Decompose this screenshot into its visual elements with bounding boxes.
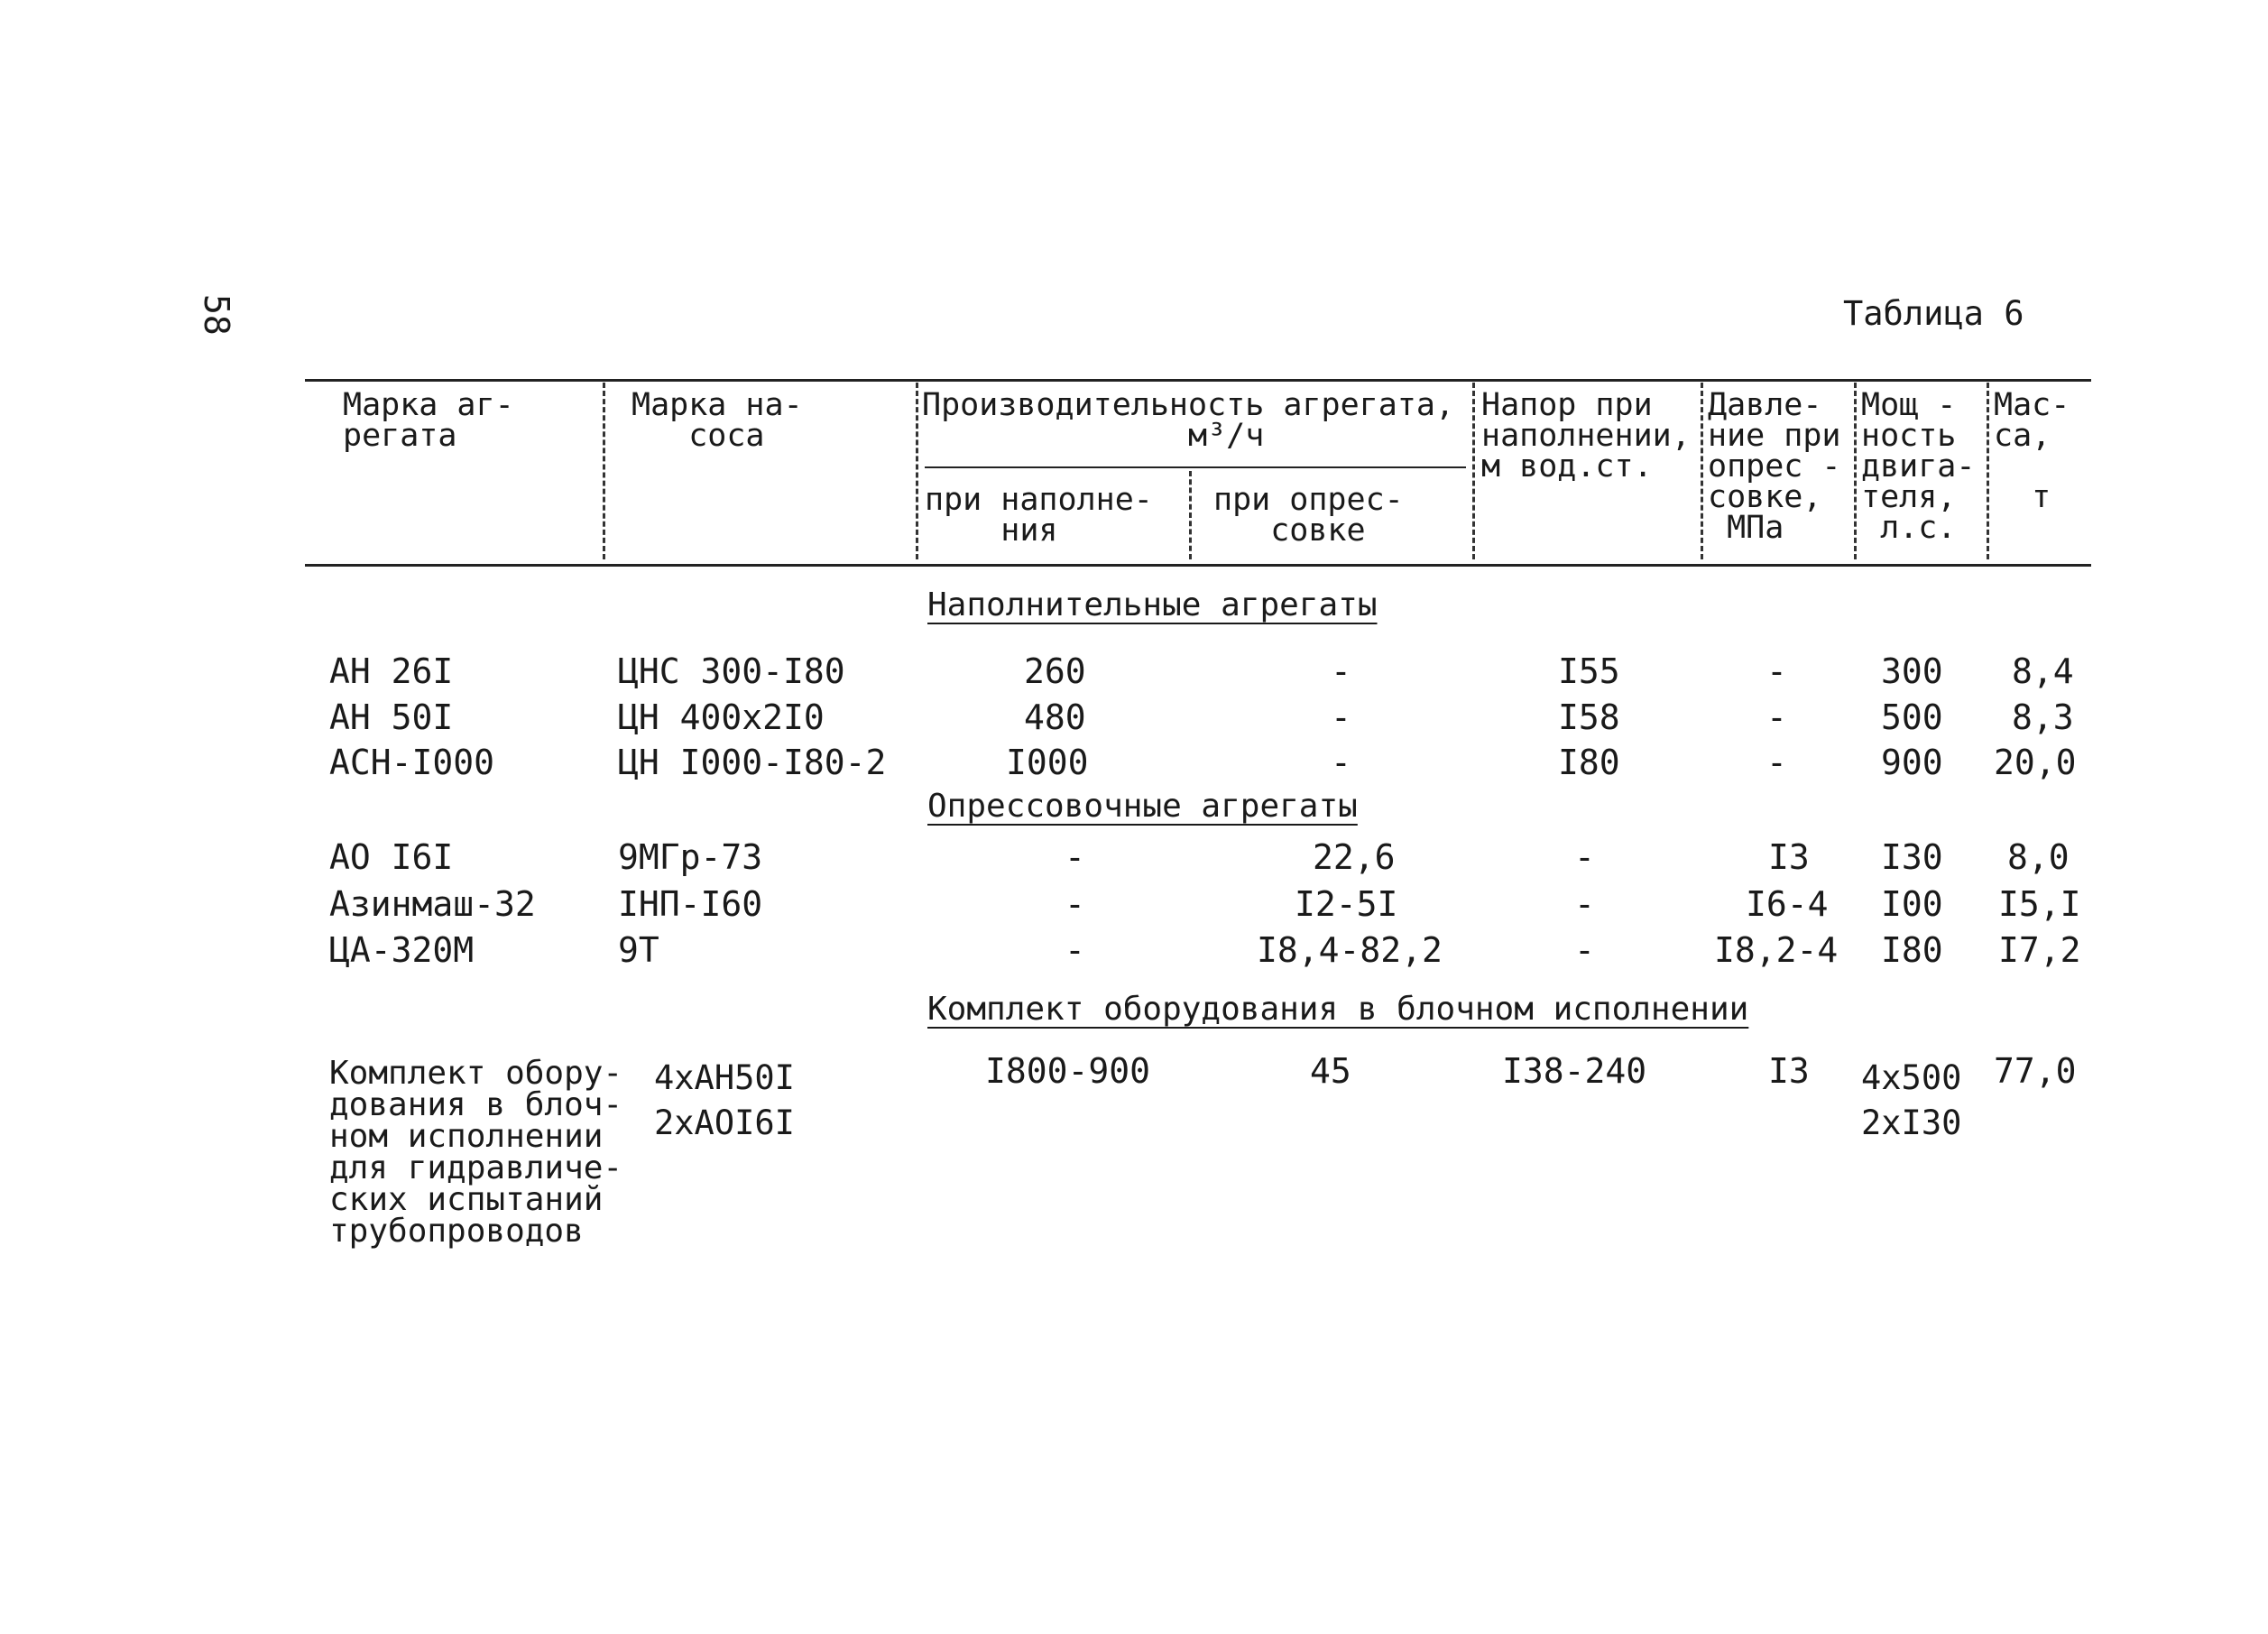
table-cell: 480 <box>1024 697 1086 737</box>
header-pump-brand: Марка на- соса <box>632 387 803 454</box>
col-divider-6 <box>1854 383 1857 559</box>
table-top-rule <box>305 379 2091 382</box>
table-cell: - <box>1574 884 1595 924</box>
table-cell: 20,0 <box>1994 743 2077 782</box>
table-cell: I7,2 <box>1998 930 2081 970</box>
table-cell: 900 <box>1881 743 1943 782</box>
header-head: Напор при наполнении, м вод.ст. <box>1481 387 1691 485</box>
table-cell: I00 <box>1881 884 1943 924</box>
section-title: Комплект оборудования в блочном исполнении <box>927 991 1749 1028</box>
table-cell: ЦН 400х2I0 <box>618 697 825 737</box>
header-capacity-fill: при наполне- ния <box>925 482 1153 549</box>
col-divider-5 <box>1701 383 1703 559</box>
table-cell: I3 <box>1768 1051 1810 1091</box>
table-cell: I58 <box>1558 697 1620 737</box>
table-cell: 4х500 2хI30 <box>1861 1058 1962 1142</box>
table-cell: 9Т <box>618 930 659 970</box>
table-cell: 77,0 <box>1994 1051 2077 1091</box>
header-capacity: Производительность агрегата, м³/ч <box>922 387 1455 454</box>
table-cell: Комплект обору- дования в блоч- ном исполнении для гидравличе- ских испытаний трубопроводов <box>329 1055 623 1250</box>
table-cell: I38-240 <box>1502 1051 1647 1091</box>
table-cell: 8,4 <box>2012 651 2074 691</box>
header-capacity-press: при опрес- совке <box>1213 482 1404 549</box>
table-cell: IНП-I60 <box>618 884 763 924</box>
col-divider-1 <box>603 383 605 559</box>
section-title: Опрессовочные агрегаты <box>927 788 1358 825</box>
table-cell: - <box>1766 697 1787 737</box>
table-cell: 8,0 <box>2007 837 2070 877</box>
table-cell: I80 <box>1881 930 1943 970</box>
table-cell: - <box>1331 697 1351 737</box>
header-bottom-rule <box>305 564 2091 567</box>
col-divider-2 <box>916 383 918 559</box>
table-cell: I800-900 <box>985 1051 1151 1091</box>
table-cell: I000 <box>1006 743 1089 782</box>
col-divider-7 <box>1987 383 1989 559</box>
table-cell: I30 <box>1881 837 1943 877</box>
col-divider-3 <box>1189 471 1192 559</box>
table-cell: - <box>1065 930 1085 970</box>
header-power: Мощ - ность двига- теля, л.с. <box>1861 387 1976 546</box>
table-cell: - <box>1065 837 1085 877</box>
table-cell: АН 50I <box>329 697 454 737</box>
table-cell: ЦНС 300-I80 <box>618 651 845 691</box>
table-cell: - <box>1766 743 1787 782</box>
table-cell: - <box>1065 884 1085 924</box>
table-cell: - <box>1574 837 1595 877</box>
header-pressure: Давле- ние при опрес - совке, МПа <box>1708 387 1841 546</box>
table-cell: I55 <box>1558 651 1620 691</box>
section-title: Наполнительные агрегаты <box>927 586 1378 623</box>
table-cell: ЦН I000-I80-2 <box>618 743 887 782</box>
capacity-subheader-rule <box>925 466 1466 468</box>
table-cell: I5,I <box>1998 884 2081 924</box>
col-divider-4 <box>1472 383 1475 559</box>
header-mass: Мас- са, т <box>1994 387 2070 515</box>
table-cell: 22,6 <box>1313 837 1396 877</box>
table-cell: I80 <box>1558 743 1620 782</box>
table-cell: 4хАН50I 2хАОI6I <box>654 1058 795 1142</box>
table-label: Таблица 6 <box>1843 294 2024 333</box>
header-unit-brand: Марка аг- регата <box>343 387 514 454</box>
table-cell: АСН-I000 <box>329 743 495 782</box>
table-cell: I2-5I <box>1295 884 1398 924</box>
table-cell: - <box>1331 743 1351 782</box>
table-cell: 260 <box>1024 651 1086 691</box>
table-cell: ЦА-320М <box>329 930 475 970</box>
table-cell: 45 <box>1310 1051 1351 1091</box>
table-cell: 8,3 <box>2012 697 2074 737</box>
table-cell: АН 26I <box>329 651 454 691</box>
page-number: 58 <box>197 294 236 336</box>
table-cell: I8,2-4 <box>1714 930 1839 970</box>
table-cell: - <box>1766 651 1787 691</box>
table-cell: - <box>1574 930 1595 970</box>
table-cell: I8,4-82,2 <box>1257 930 1443 970</box>
table-cell: - <box>1331 651 1351 691</box>
table-cell: I6-4 <box>1746 884 1829 924</box>
table-cell: 9МГр-73 <box>618 837 763 877</box>
table-cell: Азинмаш-32 <box>329 884 536 924</box>
table-cell: I3 <box>1768 837 1810 877</box>
table-cell: 300 <box>1881 651 1943 691</box>
table-cell: АО I6I <box>329 837 454 877</box>
table-cell: 500 <box>1881 697 1943 737</box>
